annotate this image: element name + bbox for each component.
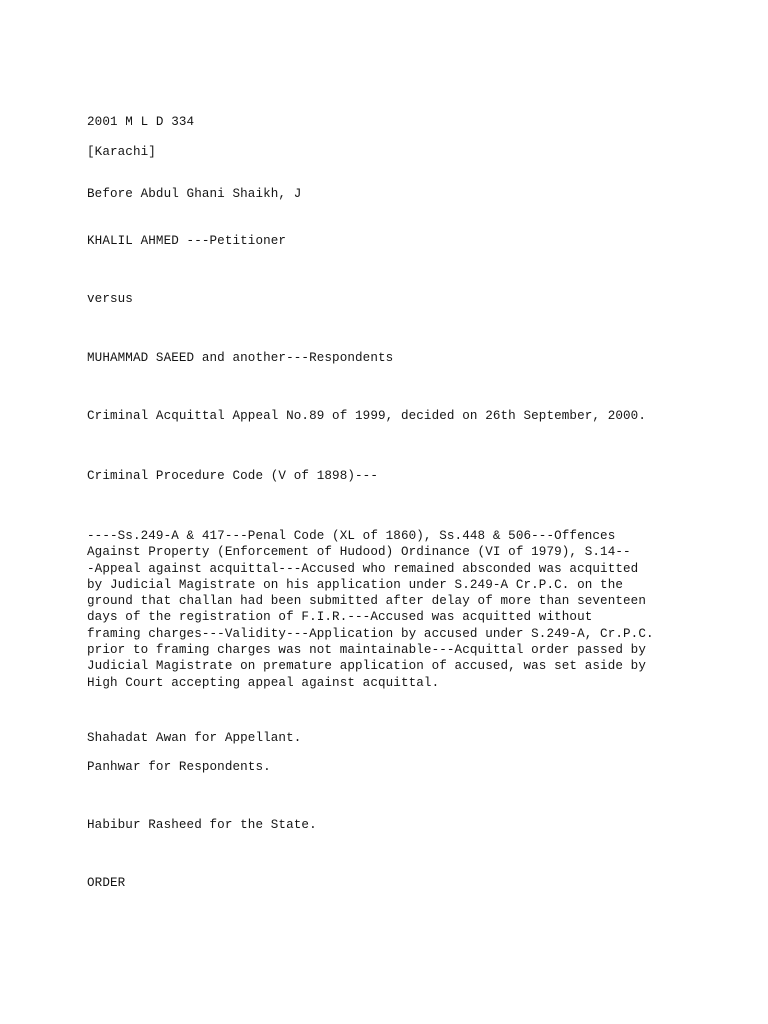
court-name: [Karachi] — [87, 145, 156, 159]
versus: versus — [87, 292, 133, 306]
petitioner: KHALIL AHMED ---Petitioner — [87, 234, 287, 248]
respondents: MUHAMMAD SAEED and another---Respondents — [87, 351, 394, 365]
headnote-line: ground that challan had been submitted after delay of more than seventeen — [87, 594, 646, 609]
counsel-respondents: Panhwar for Respondents. — [87, 760, 271, 774]
headnote-line: days of the registration of F.I.R.---Accused was acquitted without — [87, 610, 593, 625]
order-heading: ORDER — [87, 876, 126, 890]
bench: Before Abdul Ghani Shaikh, J — [87, 187, 302, 201]
counsel-state: Habibur Rasheed for the State. — [87, 818, 317, 832]
case-info: Criminal Acquittal Appeal No.89 of 1999, decided on 26th September, 2000. — [87, 409, 646, 423]
headnote-line: by Judicial Magistrate on his application under S.249-A Cr.P.C. on the — [87, 577, 624, 592]
headnote-line: framing charges---Validity---Application by accused under S.249-A, Cr.P.C. — [87, 626, 654, 641]
headnote-line: prior to framing charges was not maintainable---Acquittal order passed by — [87, 643, 646, 658]
headnote — [87, 528, 687, 691]
headnote-line: ----Ss.249-A & 417---Penal Code (XL of 1860), Ss.448 & 506---Offences — [87, 529, 616, 543]
headnote-line: High Court accepting appeal against acquittal. — [87, 675, 440, 690]
headnote-line: Against Property (Enforcement of Hudood) Ordinance (VI of 1979), S.14-- — [87, 545, 631, 560]
headnote-line: Judicial Magistrate on premature application of accused, was set aside by — [87, 659, 646, 674]
statute: Criminal Procedure Code (V of 1898)--- — [87, 469, 378, 483]
counsel-appellant: Shahadat Awan for Appellant. — [87, 731, 302, 745]
headnote-line: -Appeal against acquittal---Accused who remained absconded was acquitted — [87, 561, 639, 576]
citation: 2001 M L D 334 — [87, 115, 195, 129]
